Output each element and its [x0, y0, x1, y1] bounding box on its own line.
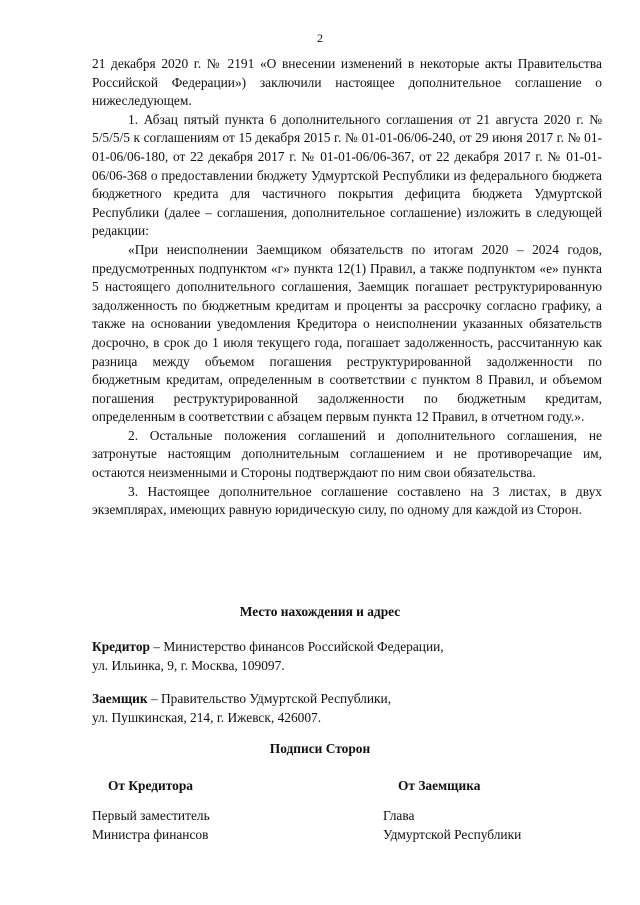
borrower-title-line: Глава — [383, 808, 415, 823]
paragraph-quoted-text: «При неисполнении Заемщиком обязательств по итогам 2020 – 2024 годов, предусмотренных подпунктом «г» пункта 12(1) Правил, а также подпунктом «е» пункта 5 настоящего дополнительного соглашения, Заемщик погашает реструктурированную задолженность по бюджетным кредитам и проценты за рассрочку согласно графику, а также на основании уведомления Кредитора о неисполнении указанных обязательств досрочно, в срок до 1 июля текущего года, погашает задолженность, рассчитанную как разница между объемом погашения реструктурированной задолженности по бюджетным кредитам, определенным в соответствии с пунктом 8 Правил, и объемом погашения реструктурированной задолженности по бюджетным кредитам, определенным в соответствии с абзацем первым пункта 12 Правил, в отчетном году.». — [92, 241, 602, 425]
creditor-address: ул. Ильинка, 9, г. Москва, 109097. — [92, 657, 285, 673]
borrower-signatory-title — [383, 807, 521, 844]
paragraph-clause-2: 2. Остальные положения соглашений и дополнительного соглашения, не затронутые настоящим дополнительным соглашением и не противоречащие им, остаются неизменными и Стороны подтверждают по ним свои обязательства. — [92, 427, 602, 481]
creditor-title-line: Первый заместитель — [92, 808, 210, 823]
signatures-heading: Подписи Сторон — [269, 741, 371, 756]
paragraph-clause-1: 1. Абзац пятый пункта 6 дополнительного соглашения от 21 августа 2020 г. № 5/5/5/5 к соглашениям от 15 декабря 2015 г. № 01-01-06/06-240, от 29 июня 2017 г. № 01-01-06/06-180, от 22 декабря 2017 г. № 01-01-06/06-367, от 22 декабря 2017 г. № 01-01-06/06-368 о предоставлении бюджету Удмуртской Республики из федерального бюджета бюджетного кредита для частичного покрытия дефицита бюджета Удмуртской Республики (далее – соглашения, дополнительное соглашение) изложить в следующей редакции: — [92, 111, 602, 239]
creditor-signature-heading: От Кредитора — [108, 778, 193, 793]
borrower-title-line: Удмуртской Республики — [383, 826, 522, 842]
creditor-label: Кредитор — [92, 639, 150, 654]
creditor-name: – Министерство финансов Российской Федерации, — [149, 639, 444, 654]
paragraph-clause-3: 3. Настоящее дополнительное соглашение составлено на 3 листах, в двух экземплярах, имеющих равную юридическую силу, по одному для каждой из Сторон. — [92, 483, 602, 518]
creditor-title-line: Министра финансов — [92, 826, 209, 842]
address-heading: Место нахождения и адрес — [239, 604, 401, 619]
creditor-signatory-title — [92, 807, 210, 844]
borrower-address: ул. Пушкинская, 214, г. Ижевск, 426007. — [92, 709, 322, 725]
paragraph-intro: 21 декабря 2020 г. № 2191 «О внесении изменений в некоторые акты Правительства Российской Федерации») заключили настоящее дополнительное соглашение о нижеследующем. — [92, 56, 602, 109]
borrower-signature-heading: От Заемщика — [398, 778, 481, 793]
borrower-label: Заемщик — [92, 691, 148, 706]
borrower-name: – Правительство Удмуртской Республики, — [147, 691, 392, 706]
creditor-address-block — [92, 638, 612, 675]
borrower-address-block — [92, 690, 612, 727]
document-body — [92, 55, 602, 520]
page-number: 2 — [317, 31, 323, 45]
